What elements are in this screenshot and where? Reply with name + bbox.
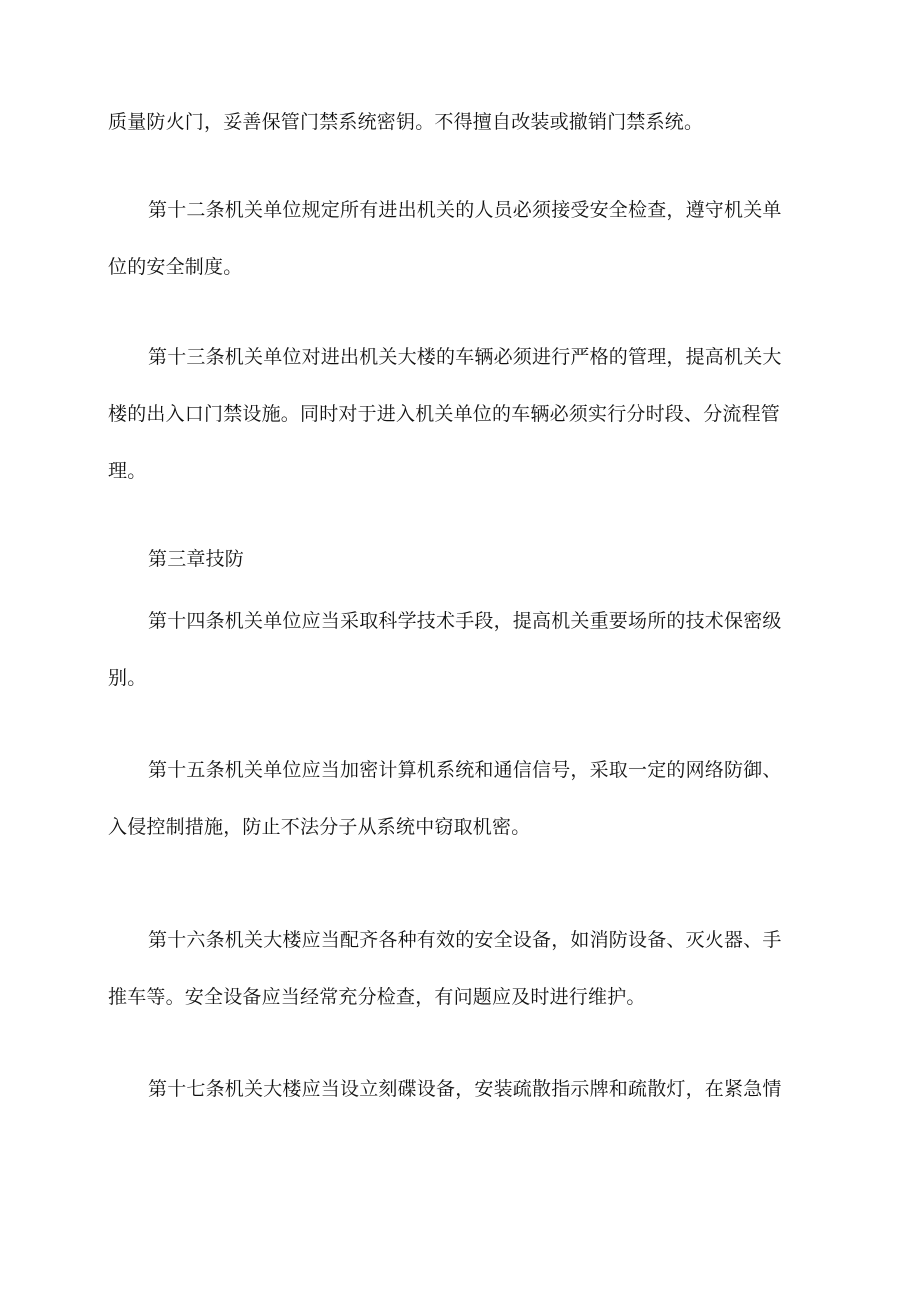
text-line: 别。 — [108, 667, 147, 689]
text-line: 楼的出入口门禁设施。同时对于进入机关单位的车辆必须实行分时段、分流程管 — [108, 403, 781, 425]
paragraph-article-12 — [108, 182, 828, 296]
paragraph-article-17 — [108, 1061, 828, 1118]
text-line: 第三章技防 — [148, 548, 245, 570]
paragraph-article-14 — [108, 593, 828, 707]
paragraph-article-13 — [108, 329, 828, 500]
paragraph-article-15 — [108, 742, 828, 856]
text-line: 理。 — [108, 460, 147, 482]
text-line: 入侵控制措施，防止不法分子从系统中窃取机密。 — [108, 816, 531, 838]
text-line: 位的安全制度。 — [108, 256, 243, 278]
text-line: 质量防火门，妥善保管门禁系统密钥。不得擅自改装或撤销门禁系统。 — [108, 111, 704, 133]
paragraph-continuation — [108, 94, 828, 151]
paragraph-article-16 — [108, 912, 828, 1026]
text-line: 第十六条机关大楼应当配齐各种有效的安全设备，如消防设备、灭火器、手 — [148, 929, 782, 951]
text-line: 推车等。安全设备应当经常充分检查，有问题应及时进行维护。 — [108, 986, 646, 1008]
text-line: 第十三条机关单位对进出机关大楼的车辆必须进行严格的管理，提高机关大 — [148, 346, 782, 368]
text-line: 第十五条机关单位应当加密计算机系统和通信信号，采取一定的网络防御、 — [148, 759, 782, 781]
chapter-heading — [108, 531, 828, 588]
text-line: 第十七条机关大楼应当设立刻碟设备，安装疏散指示牌和疏散灯，在紧急情 — [148, 1078, 782, 1100]
text-line: 第十二条机关单位规定所有进出机关的人员必须接受安全检查，遵守机关单 — [148, 199, 782, 221]
text-line: 第十四条机关单位应当采取科学技术手段，提高机关重要场所的技术保密级 — [148, 610, 782, 632]
